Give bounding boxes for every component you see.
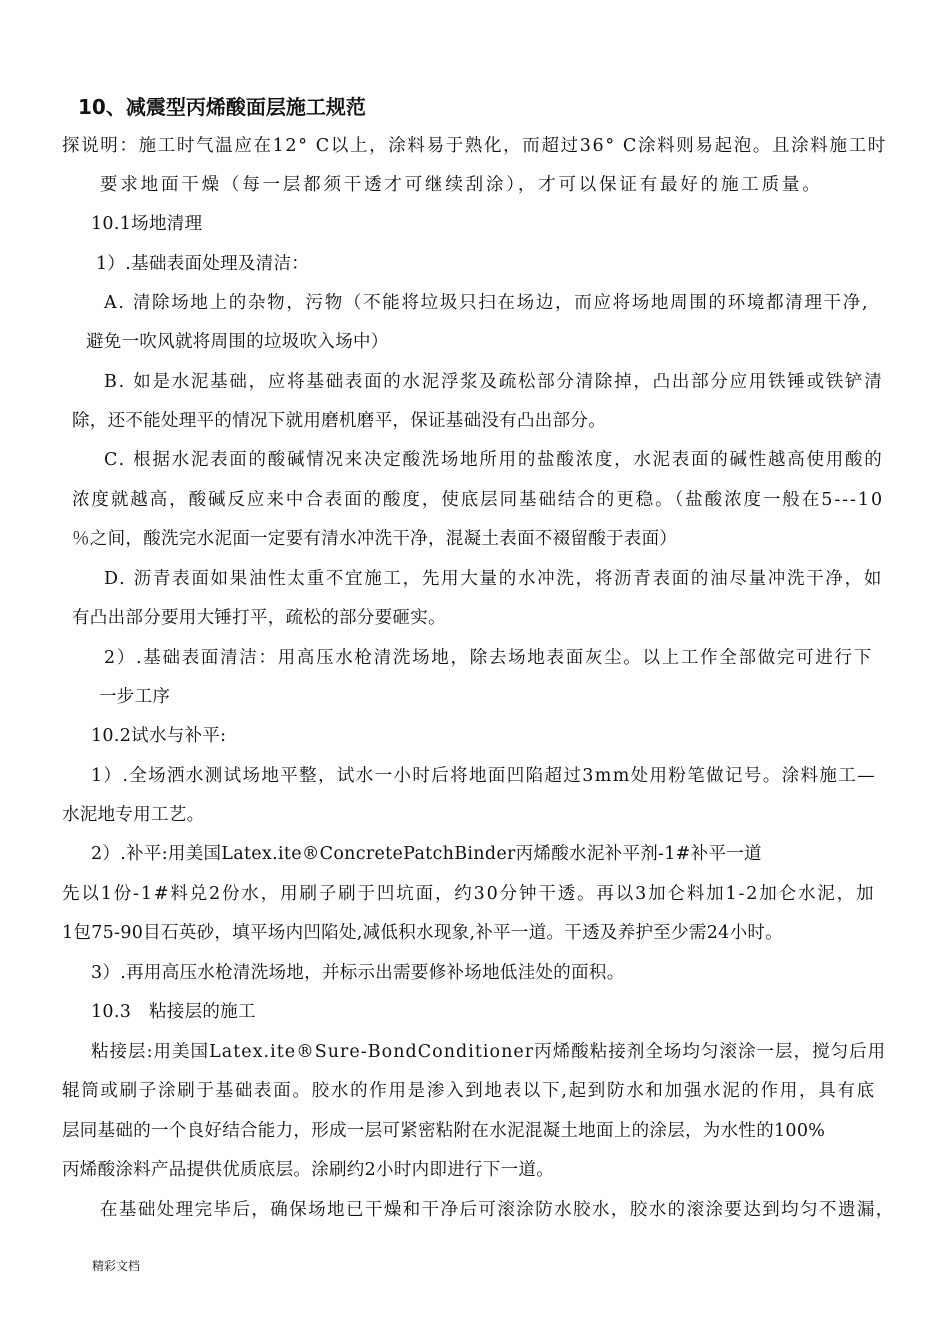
text-line: 一步工序 [99,687,171,707]
text-line: 10.1场地清理 [91,214,203,234]
text-line: 在基础处理完毕后，确保场地已干燥和干净后可滚涂防水胶水，胶水的滚涂要达到均匀不遗漏， [100,1200,895,1220]
text-line: 先以1份-1#料兑2份水，用刷子刷于凹坑面，约30分钟干透。再以3加仑料加1-2加仑水泥，加 [62,884,876,904]
text-line: 有凸出部分要用大锤打平，疏松的部分要砸实。 [72,608,446,628]
text-line: 除，还不能处理平的情况下就用磨机磨平，保证基础没有凸出部分。 [72,411,606,431]
text-line: 要求地面干燥（每一层都须干透才可继续刮涂），才可以保证有最好的施工质量。 [100,175,823,195]
text-line: 10.2试水与补平: [91,726,227,746]
text-line: 丙烯酸涂料产品提供优质底层。涂刷约2小时内即进行下一道。 [62,1160,555,1180]
text-line: ％之间，酸洗完水泥面一定要有清水冲洗干净，混凝土表面不裰留酸于表面） [72,529,678,549]
text-line: 水泥地专用工艺。 [62,805,205,825]
text-line: 1）.全场洒水测试场地平整，试水一小时后将地面凹陷超过3mm处用粉笔做记号。涂料施工— [91,766,876,786]
text-line: 1）.基础表面处理及清洁： [96,254,310,274]
text-line: 辊筒或刷子涂刷于基础表面。胶水的作用是渗入到地表以下,起到防水和加强水泥的作用，具有底 [62,1081,876,1101]
text-line: C. 根据水泥表面的酸碱情况来决定酸洗场地所用的盐酸浓度，水泥表面的碱性越高使用酸的 [104,450,884,470]
text-line: A. 清除场地上的杂物，污物（不能将垃圾只扫在场边，而应将场地周围的环境都清理干净, [104,293,870,313]
text-line: D. 沥青表面如果油性太重不宜施工，先用大量的水冲洗，将沥青表面的油尽量冲洗干净，如 [104,569,884,589]
text-line: 探说明：施工时气温应在12° C以上，涂料易于熟化，而超过36° C涂料则易起泡。且涂料施工时 [62,136,887,156]
text-line: 1包75-90目石英砂，填平场内凹陷处,减低积水现象,补平一道。干透及养护至少需24小时。 [62,923,783,943]
text-line: 3）.再用高压水枪清洗场地，并标示出需要修补场地低洼处的面积。 [91,963,625,983]
text-line: 浓度就越高，酸碱反应来中合表面的酸度，使底层同基础结合的更稳。（盐酸浓度一般在5---10 [72,490,885,510]
text-line: 避免一吹风就将周围的垃圾吹入场中） [86,332,389,352]
text-line: B. 如是水泥基础，应将基础表面的水泥浮浆及疏松部分清除掉，凸出部分应用铁锤或铁铲清 [104,372,884,392]
text-line: 10.3 粘接层的施工 [91,1002,256,1022]
text-line: 层同基础的一个良好结合能力，形成一层可紧密粘附在水泥混凝土地面上的涂层，为水性的100% [62,1121,826,1141]
footer-label: 精彩文档 [92,1259,141,1273]
text-line: 粘接层:用美国Latex.ite®Sure-BondConditioner丙烯酸粘接剂全场均匀滚涂一层，搅匀后用 [91,1042,887,1062]
text-line: 2）.基础表面清洁：用高压水枪清洗场地，除去场地表面灰尘。以上工作全部做完可进行下 [104,648,873,668]
section-heading: 10、减震型丙烯酸面层施工规范 [78,95,366,119]
text-line: 2）.补平:用美国Latex.ite®ConcretePatchBinder丙烯酸水泥补平剂-1#补平一道 [91,844,762,864]
